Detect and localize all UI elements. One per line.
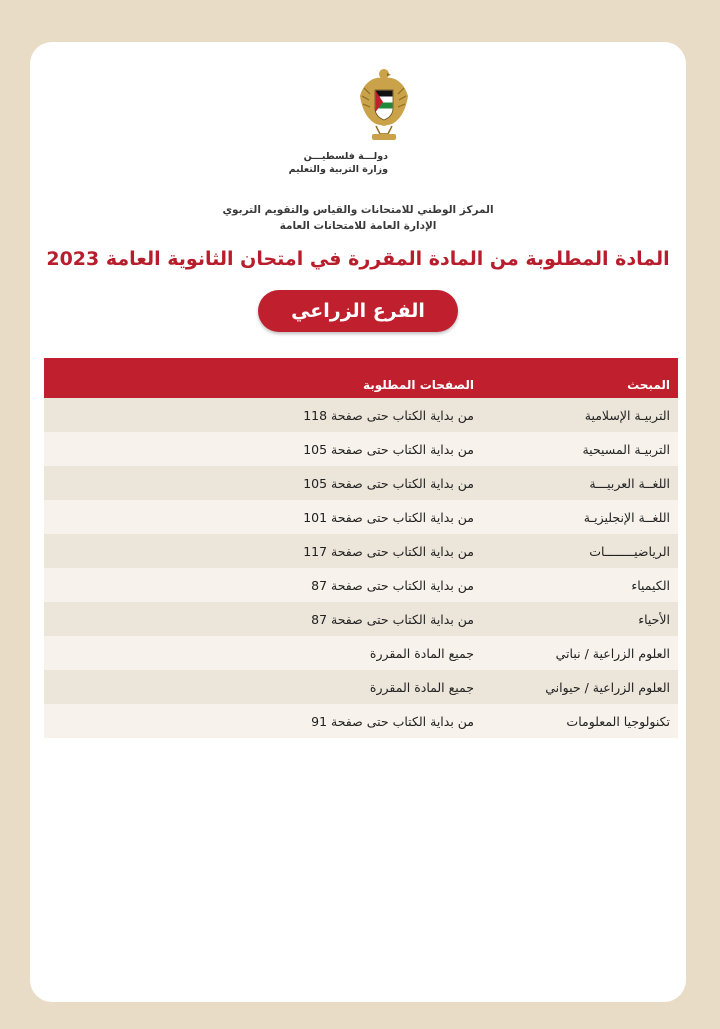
pages-cell: من بداية الكتاب حتى صفحة 117 (44, 534, 482, 568)
pages-cell: من بداية الكتاب حتى صفحة 101 (44, 500, 482, 534)
subject-cell: اللغــة العربيـــة (482, 466, 678, 500)
organization-block (30, 202, 686, 234)
table-row (44, 432, 678, 466)
document-card (30, 42, 686, 1002)
subject-cell: الرياضيــــــــات (482, 534, 678, 568)
page-title: المادة المطلوبة من المادة المقررة في امتحان الثانوية العامة 2023 (46, 248, 670, 270)
subject-cell: اللغــة الإنجليزيـة (482, 500, 678, 534)
table-row (44, 636, 678, 670)
pages-cell: من بداية الكتاب حتى صفحة 91 (44, 704, 482, 738)
ministry-line: وزارة التربية والتعليم (288, 164, 388, 175)
table-row (44, 704, 678, 738)
table-row (44, 466, 678, 500)
subject-cell: الكيمياء (482, 568, 678, 602)
subject-cell: الأحياء (482, 602, 678, 636)
pages-cell: جميع المادة المقررة (44, 636, 482, 670)
pages-cell: من بداية الكتاب حتى صفحة 118 (44, 398, 482, 432)
subject-cell: العلوم الزراعية / نباتي (482, 636, 678, 670)
header-pages: الصفحات المطلوبة (44, 358, 482, 398)
table-row (44, 602, 678, 636)
table-row (44, 534, 678, 568)
subject-cell: التربيـة المسيحية (482, 432, 678, 466)
subject-cell: العلوم الزراعية / حيواني (482, 670, 678, 704)
subject-cell: التربيـة الإسلامية (482, 398, 678, 432)
state-line: دولـــة فلسطيـــن (303, 151, 388, 162)
table-row (44, 670, 678, 704)
table-header-row (44, 358, 678, 398)
table-row (44, 568, 678, 602)
subject-cell: تكنولوجيا المعلومات (482, 704, 678, 738)
pages-cell: جميع المادة المقررة (44, 670, 482, 704)
table-row (44, 398, 678, 432)
table-row (44, 500, 678, 534)
palestine-eagle-emblem (356, 64, 412, 148)
center-line: المركز الوطني للامتحانات والقياس والتقويم التربوي (222, 204, 494, 216)
header-subject: المبحث (482, 358, 678, 398)
admin-line: الإدارة العامة للامتحانات العامة (279, 220, 437, 232)
pages-cell: من بداية الكتاب حتى صفحة 105 (44, 466, 482, 500)
pages-cell: من بداية الكتاب حتى صفحة 105 (44, 432, 482, 466)
pages-cell: من بداية الكتاب حتى صفحة 87 (44, 602, 482, 636)
branch-badge: الفرع الزراعي (258, 290, 458, 332)
ministry-text (289, 150, 388, 176)
subjects-table (44, 358, 678, 738)
pages-cell: من بداية الكتاب حتى صفحة 87 (44, 568, 482, 602)
